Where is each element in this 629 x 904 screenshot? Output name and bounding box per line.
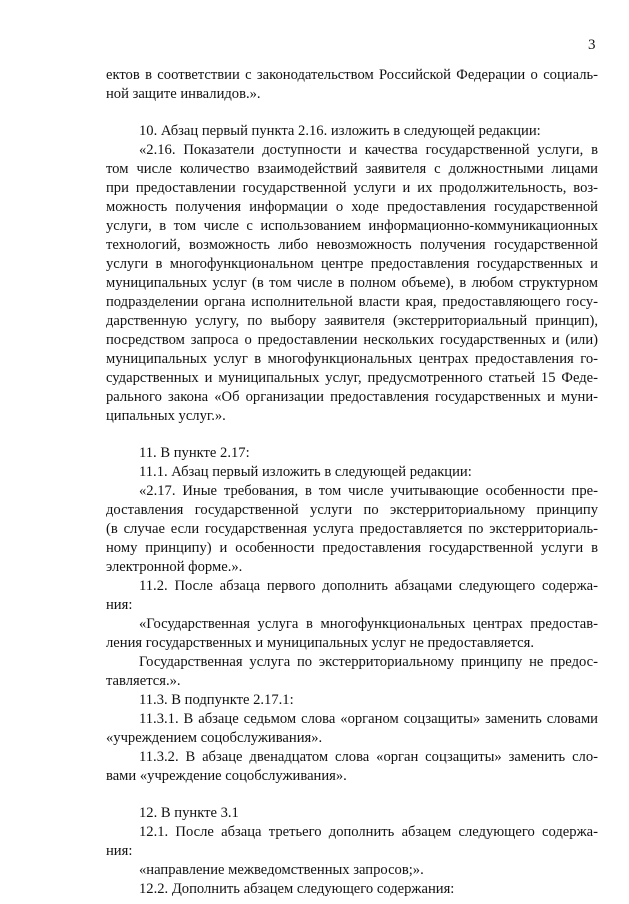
text-line: вами «учреждение соцобслуживания». xyxy=(106,768,347,784)
text-block xyxy=(106,804,598,899)
text-line: услуги в многофункциональном центре предоставления государственных и xyxy=(106,256,598,272)
text-line: ния: xyxy=(106,597,133,613)
text-line: «Государственная услуга в многофункциональных центрах предостав- xyxy=(139,616,598,632)
text-line: ектов в соответствии с законодательством Российской Федерации о социаль- xyxy=(106,67,598,83)
text-block xyxy=(106,444,598,786)
text-line: можность получения информации о ходе предоставления государственной xyxy=(106,199,598,215)
text-line: электронной форме.». xyxy=(106,559,243,575)
text-line: 11. В пункте 2.17: xyxy=(139,445,250,461)
text-line: 11.3.2. В абзаце двенадцатом слова «орган соцзащиты» заменить сло- xyxy=(139,749,598,765)
text-line: технологий, возможность либо невозможность получения государственной xyxy=(106,237,598,253)
text-line: рального закона «Об организации предоставления государственных и муни- xyxy=(106,389,598,405)
text-line: ления государственных и муниципальных услуг не предоставляется. xyxy=(106,635,535,651)
text-line: «учреждением соцобслуживания». xyxy=(106,730,323,746)
text-line: ному принципу) и особенности предоставления государственной услуги в xyxy=(106,540,598,556)
text-line: ципальных услуг.». xyxy=(106,408,226,424)
text-line: тавляется.». xyxy=(106,673,181,689)
text-line: 12. В пункте 3.1 xyxy=(139,805,239,821)
text-line: 11.3. В подпункте 2.17.1: xyxy=(139,692,294,708)
text-line: 10. Абзац первый пункта 2.16. изложить в следующей редакции: xyxy=(139,123,541,139)
text-line: муниципальных услуг в многофункциональных центрах предоставления го- xyxy=(106,351,598,367)
text-line: 12.2. Дополнить абзацем следующего содержания: xyxy=(139,881,455,897)
text-line: 11.2. После абзаца первого дополнить абзацами следующего содержа- xyxy=(139,578,598,594)
text-line: сударственных и муниципальных услуг, предусмотренного статьей 15 Феде- xyxy=(106,370,598,386)
page-number: 3 xyxy=(588,37,596,53)
text-line: 11.3.1. В абзаце седьмом слова «органом соцзащиты» заменить словами xyxy=(139,711,598,727)
text-block xyxy=(106,122,598,426)
text-line: «2.17. Иные требования, в том числе учитывающие особенности пре- xyxy=(139,483,598,499)
text-line: «2.16. Показатели доступности и качества государственной услуги, в xyxy=(139,142,598,158)
text-line: при предоставлении государственной услуги и их продолжительность, воз- xyxy=(106,180,598,196)
text-line: том числе количество взаимодействий заявителя с должностными лицами xyxy=(106,161,598,177)
paragraph-gap xyxy=(106,104,598,122)
text-line: подразделении органа исполнительной власти края, предоставляющего госу- xyxy=(106,294,598,310)
text-line: 11.1. Абзац первый изложить в следующей редакции: xyxy=(139,464,472,480)
document-body xyxy=(106,66,598,899)
text-line: муниципальных услуг (в том числе в полном объеме), в любом структурном xyxy=(106,275,598,291)
text-line: 12.1. После абзаца третьего дополнить абзацем следующего содержа- xyxy=(139,824,598,840)
text-line: дарственную услугу, по выбору заявителя (экстерриториальный принцип), xyxy=(106,313,598,329)
text-line: услуги, в том числе с использованием информационно-коммуникационных xyxy=(106,218,598,234)
paragraph-gap xyxy=(106,426,598,444)
text-line: «направление межведомственных запросов;». xyxy=(139,862,424,878)
text-line: Государственная услуга по экстерриториальному принципу не предос- xyxy=(139,654,598,670)
text-line: доставления государственной услуги по экстерриториальному принципу xyxy=(106,502,598,518)
text-block xyxy=(106,66,598,104)
text-line: ной защите инвалидов.». xyxy=(106,86,261,102)
text-line: (в случае если государственная услуга предоставляется по экстерриториаль- xyxy=(106,521,598,537)
text-line: ния: xyxy=(106,843,133,859)
text-line: посредством запроса о предоставлении нескольких государственных и (или) xyxy=(106,332,598,348)
paragraph-gap xyxy=(106,786,598,804)
